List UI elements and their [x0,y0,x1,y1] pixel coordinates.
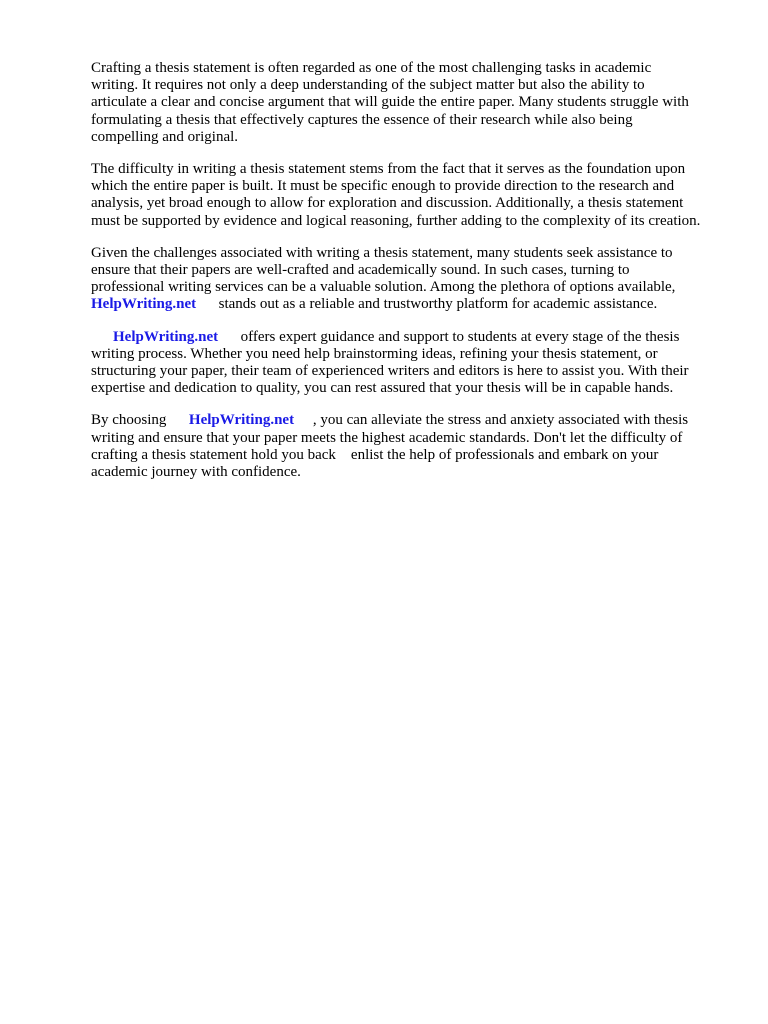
text-line: analysis, yet broad enough to allow for exploration and discussion. Additionally, a thesis statement [91,195,684,212]
text-line: which the entire paper is built. It must be specific enough to provide direction to the research and [91,178,675,195]
text-line: structuring your paper, their team of experienced writers and editors is here to assist you. With their [91,363,689,380]
text-fragment: stands out as a reliable and trustworthy platform for academic assistance. [196,296,658,313]
text-line-with-link [91,296,731,313]
helpwriting-link[interactable]: HelpWriting.net [188,412,295,429]
text-line: Given the challenges associated with writing a thesis statement, many students seek assistance to [91,244,673,261]
text-line: The difficulty in writing a thesis statement stems from the fact that it serves as the foundation upon [91,161,686,178]
text-line: writing and ensure that your paper meets the highest academic standards. Don't let the difficulty of [91,429,683,446]
text-line-with-link [91,329,731,346]
text-line: writing process. Whether you need help brainstorming ideas, refining your thesis statement, or [91,345,658,362]
document-body [91,60,731,496]
text-line: expertise and dedication to quality, you can rest assured that your thesis will be in capable hands. [91,380,674,397]
text-line: academic journey with confidence. [91,464,301,481]
paragraph-conclusion [91,412,731,481]
text-line: writing. It requires not only a deep understanding of the subject matter but also the ability to [91,77,645,94]
text-line: must be supported by evidence and logical reasoning, further adding to the complexity of its creation. [91,212,701,229]
text-fragment: By choosing [91,412,189,429]
text-line: crafting a thesis statement hold you back enlist the help of professionals and embark on your [91,446,659,463]
text-line-with-link [91,412,731,429]
paragraph-services [91,329,731,398]
helpwriting-link[interactable]: HelpWriting.net [113,328,219,345]
text-line: articulate a clear and concise argument that will guide the entire paper. Many students struggle with [91,94,689,111]
paragraph-difficulty [91,161,731,230]
paragraph-intro [91,60,731,146]
paragraph-assistance [91,245,731,314]
text-fragment: , you can alleviate the stress and anxiety associated with thesis [294,412,689,429]
text-line: formulating a thesis that effectively captures the essence of their research while also being [91,111,633,128]
text-line: ensure that their papers are well-crafted and academically sound. In such cases, turning to [91,262,630,279]
helpwriting-link[interactable]: HelpWriting.net [91,296,197,313]
text-line: Crafting a thesis statement is often regarded as one of the most challenging tasks in academic [91,60,652,76]
text-fragment: offers expert guidance and support to students at every stage of the thesis [218,328,680,345]
text-line: professional writing services can be a valuable solution. Among the plethora of options available, [91,279,676,296]
text-line: compelling and original. [91,128,239,145]
